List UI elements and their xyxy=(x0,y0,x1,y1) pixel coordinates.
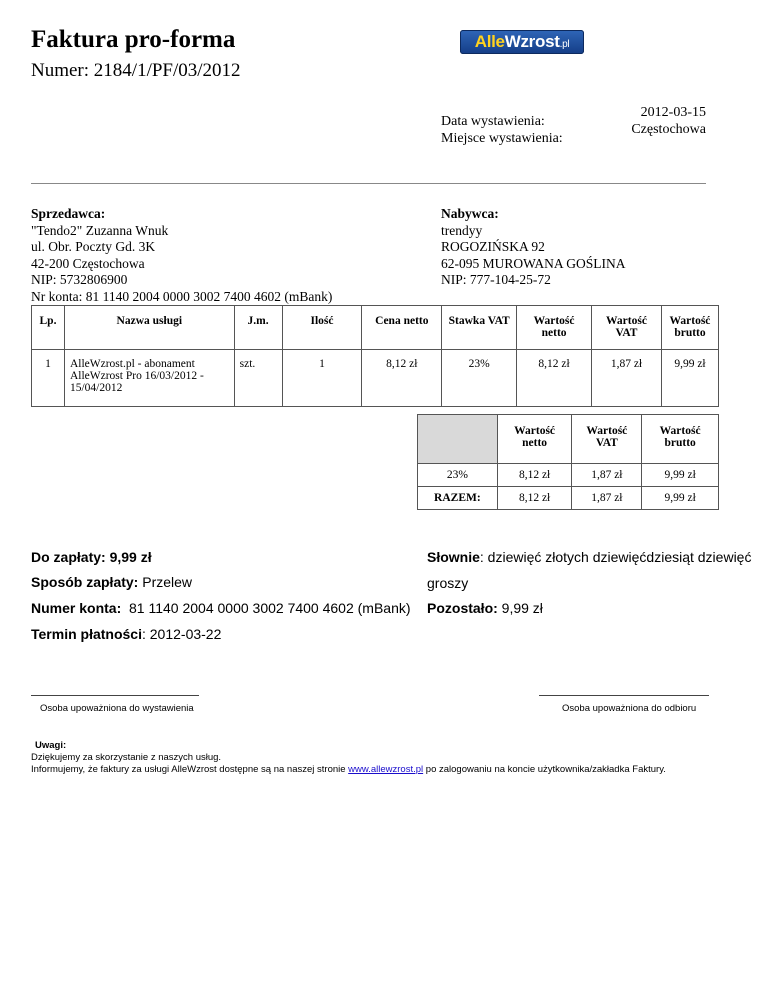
seller-line: NIP: 5732806900 xyxy=(31,272,128,287)
issue-date-value: 2012-03-15 xyxy=(640,105,706,120)
summary-cell: 8,12 zł xyxy=(497,487,572,510)
remaining-amount: Pozostało: 9,99 zł xyxy=(427,600,543,616)
allewzrost-logo: AlleWzrost.pl xyxy=(460,30,584,54)
item-vat-value: 1,87 zł xyxy=(592,350,662,407)
account-number: Numer konta: 81 1140 2004 0000 3002 7400 4602 (mBank) xyxy=(31,600,411,616)
summary-table xyxy=(417,414,719,510)
payment-term: Termin płatności: 2012-03-22 xyxy=(31,626,222,642)
seller-block xyxy=(31,206,332,305)
invoice-title: Faktura pro-forma xyxy=(31,26,236,53)
seller-line: Nr konta: 81 1140 2004 0000 3002 7400 4602 (mBank) xyxy=(31,288,333,304)
seller-line: 42-200 Częstochowa xyxy=(31,255,145,271)
amount-due: Do zapłaty: 9,99 zł xyxy=(31,549,152,565)
item-vat-rate: 23% xyxy=(442,350,517,407)
seller-heading: Sprzedawca: xyxy=(31,206,106,221)
buyer-line: 62-095 MUROWANA GOŚLINA xyxy=(441,255,626,271)
summary-cell: 1,87 zł xyxy=(572,487,642,510)
table-row xyxy=(32,350,719,407)
notes-block xyxy=(31,740,666,776)
buyer-line: trendyy xyxy=(441,222,483,238)
notes-heading: Uwagi: xyxy=(35,740,67,751)
item-unit: szt. xyxy=(234,350,282,407)
payment-method: Sposób zapłaty: Przelew xyxy=(31,574,193,590)
issuer-signature-label: Osoba upoważniona do wystawienia xyxy=(40,703,194,714)
summary-header-cell: Wartość netto xyxy=(497,415,572,464)
invoice-number: Numer: 2184/1/PF/03/2012 xyxy=(31,60,241,81)
table-row xyxy=(418,464,719,487)
buyer-heading: Nabywca: xyxy=(441,206,499,221)
issue-place-value: Częstochowa xyxy=(631,122,706,137)
amount-in-words-cont: groszy xyxy=(427,575,469,591)
issue-date-label: Data wystawienia: xyxy=(441,114,545,129)
items-table xyxy=(31,305,719,407)
summary-cell: 23% xyxy=(418,464,498,487)
summary-cell: 1,87 zł xyxy=(572,464,642,487)
summary-header-cell: Wartość brutto xyxy=(642,415,719,464)
notes-line: Informujemy, że faktury za usługi AlleWzrost dostępne są na naszej stronie www.allewzrost.pl po zalogowaniu na koncie użytkownika/zakładka Faktury. xyxy=(31,764,666,775)
items-header-cell: Wartość VAT xyxy=(592,306,662,350)
items-header-row xyxy=(32,306,719,350)
summary-header-cell xyxy=(418,415,498,464)
item-name: AlleWzrost.pl - abonament AlleWzrost Pro 16/03/2012 - 15/04/2012 xyxy=(64,350,234,407)
issue-place-label: Miejsce wystawienia: xyxy=(441,131,563,146)
items-header-cell: Wartość brutto xyxy=(661,306,718,350)
summary-total-label: RAZEM: xyxy=(418,487,498,510)
issuer-signature-line xyxy=(31,695,199,696)
items-header-cell: Ilość xyxy=(282,306,362,350)
seller-line: ul. Obr. Poczty Gd. 3K xyxy=(31,239,156,254)
notes-line: Dziękujemy za skorzystanie z naszych usług. xyxy=(31,752,222,763)
buyer-line: NIP: 777-104-25-72 xyxy=(441,272,551,287)
item-gross-value: 9,99 zł xyxy=(661,350,718,407)
table-row xyxy=(418,487,719,510)
receiver-signature-label: Osoba upoważniona do odbioru xyxy=(562,703,697,714)
item-net-value: 8,12 zł xyxy=(517,350,592,407)
date-values xyxy=(596,104,706,138)
buyer-line: ROGOZIŃSKA 92 xyxy=(441,239,545,254)
receiver-signature-line xyxy=(539,695,709,696)
items-header-cell: Nazwa usługi xyxy=(64,306,234,350)
summary-header-cell: Wartość VAT xyxy=(572,415,642,464)
items-header-cell: Cena netto xyxy=(362,306,442,350)
items-header-cell: Stawka VAT xyxy=(442,306,517,350)
item-qty: 1 xyxy=(282,350,362,407)
item-net-price: 8,12 zł xyxy=(362,350,442,407)
summary-cell: 9,99 zł xyxy=(642,487,719,510)
seller-line: "Tendo2" Zuzanna Wnuk xyxy=(31,222,169,238)
date-labels xyxy=(441,113,563,147)
items-header-cell: Wartość netto xyxy=(517,306,592,350)
items-header-cell: J.m. xyxy=(234,306,282,350)
summary-cell: 8,12 zł xyxy=(497,464,572,487)
amount-in-words: Słownie: dziewięć złotych dziewięćdziesiąt dziewięć xyxy=(427,549,752,565)
items-header-cell: Lp. xyxy=(32,306,65,350)
website-link[interactable]: www.allewzrost.pl xyxy=(348,764,424,775)
item-lp: 1 xyxy=(32,350,65,407)
summary-header-row xyxy=(418,415,719,464)
buyer-block xyxy=(441,206,626,289)
summary-cell: 9,99 zł xyxy=(642,464,719,487)
header-divider xyxy=(31,183,706,184)
